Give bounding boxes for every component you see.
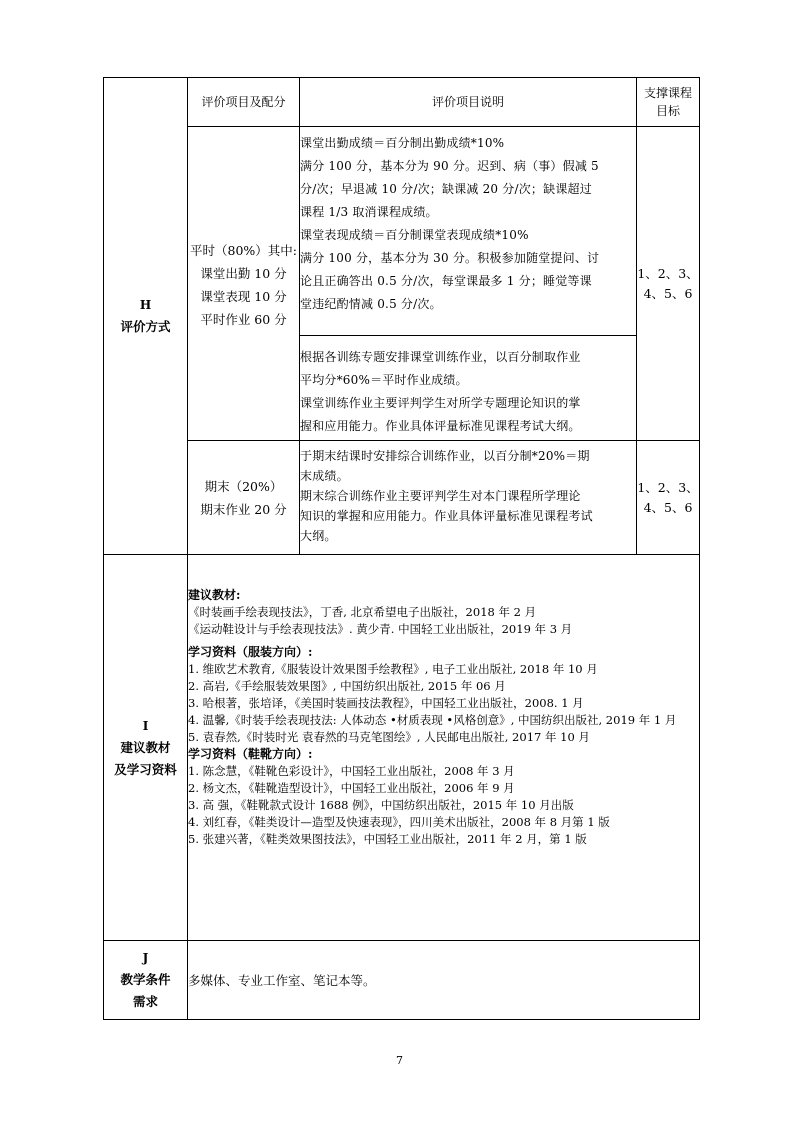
section-i-letter: I bbox=[142, 718, 149, 733]
attendance-text: 课堂出勤成绩＝百分制出勤成绩*10% bbox=[300, 136, 505, 150]
section-i-label-line2: 及学习资料 bbox=[114, 761, 177, 777]
section-j-label-cell bbox=[104, 941, 188, 1020]
regular-item-line: 课堂出勤 10 分 bbox=[200, 265, 287, 281]
final-text: 期末综合训练作业主要评判学生对本门课程所学理论 bbox=[300, 489, 581, 503]
final-goals-cell bbox=[637, 441, 700, 555]
final-goals-line2: 4、5、6 bbox=[643, 499, 693, 515]
clothing-material-item: 2. 高岩,《手绘服装效果图》, 中国纺织出版社, 2015 年 06 月 bbox=[188, 679, 506, 693]
clothing-material-item: 1. 维欧艺术教育,《服装设计效果图手绘教程》, 电子工业出版社, 2018 年 10 月 bbox=[188, 662, 598, 676]
section-j-label-line1: 教学条件 bbox=[120, 972, 171, 987]
table-header-row bbox=[104, 78, 700, 127]
final-description-cell bbox=[300, 441, 637, 555]
performance-text: 论且正确答出 0.5 分/次，每堂课最多 1 分；睡觉等课 bbox=[300, 274, 592, 288]
final-item-line: 期末作业 20 分 bbox=[200, 501, 287, 517]
homework-text: 握和应用能力。作业具体评量标准见课程考试大纲。 bbox=[300, 419, 581, 433]
homework-text: 课堂训练作业主要评判学生对所学专题理论知识的掌 bbox=[300, 396, 581, 410]
section-h-label: 评价方式 bbox=[120, 319, 171, 334]
section-j-row bbox=[104, 941, 700, 1020]
regular-assessment-row bbox=[104, 127, 700, 336]
section-i-row bbox=[104, 555, 700, 941]
attendance-text: 分/次；早退减 10 分/次；缺课减 20 分/次；缺课超过 bbox=[300, 182, 592, 196]
regular-description-cell bbox=[300, 127, 637, 336]
section-h-label-cell bbox=[104, 78, 188, 555]
shoes-material-item: 1. 陈念慧，《鞋靴色彩设计》，中国轻工业出版社，2008 年 3 月 bbox=[188, 764, 515, 778]
clothing-materials-heading: 学习资料（服装方向）: bbox=[188, 645, 313, 659]
clothing-material-item: 5. 袁春然,《时装时光 袁春然的马克笔图绘》, 人民邮电出版社, 2017 年 10 月 bbox=[188, 730, 590, 744]
attendance-text: 课程 1/3 取消课程成绩。 bbox=[300, 205, 438, 219]
section-j-letter: J bbox=[142, 951, 149, 965]
section-h-letter: H bbox=[139, 298, 152, 312]
regular-item-line: 课堂表现 10 分 bbox=[200, 288, 287, 304]
regular-item-line: 平时作业 60 分 bbox=[200, 311, 287, 327]
page-number: 7 bbox=[396, 1054, 403, 1067]
homework-description-cell bbox=[300, 336, 637, 441]
regular-goals-line2: 4、5、6 bbox=[643, 285, 693, 301]
performance-text: 满分 100 分，基本分为 30 分。积极参加随堂提问、讨 bbox=[300, 251, 600, 265]
clothing-material-item: 4. 温馨,《时装手绘表现技法: 人体动态 •材质表现 •风格创意》, 中国纺织出版社, 2019 年 1 月 bbox=[188, 713, 677, 727]
homework-text: 根据各训练专题安排课堂训练作业，以百分制取作业 bbox=[300, 350, 581, 364]
textbooks-heading: 建议教材: bbox=[188, 588, 241, 602]
section-i-label-line1: 建议教材 bbox=[120, 739, 171, 755]
section-i-label-cell bbox=[104, 555, 188, 941]
textbook-item: 《时装画手绘表现技法》，丁香, 北京希望电子出版社，2018 年 2 月 bbox=[188, 605, 537, 619]
regular-goals-line1: 1、2、3、 bbox=[637, 265, 699, 281]
shoes-materials-heading: 学习资料（鞋靴方向）: bbox=[188, 747, 313, 761]
final-item-line: 期末（20%） bbox=[204, 478, 283, 494]
final-assessment-row bbox=[104, 441, 700, 555]
section-j-content: 多媒体、专业工作室、笔记本等。 bbox=[188, 941, 700, 1020]
final-text: 于期末结课时安排综合训练作业，以百分制*20%＝期 bbox=[300, 449, 590, 463]
final-text: 知识的掌握和应用能力。作业具体评量标准见课程考试 bbox=[300, 509, 593, 523]
header-goal-column bbox=[637, 78, 700, 127]
shoes-material-item: 2. 杨文杰，《鞋靴造型设计》，中国轻工业出版社，2006 年 9 月 bbox=[188, 781, 515, 795]
attendance-text: 满分 100 分，基本分为 90 分。迟到、病（事）假减 5 bbox=[300, 159, 599, 173]
regular-item-cell bbox=[188, 127, 300, 441]
homework-text: 平均分*60%＝平时作业成绩。 bbox=[300, 373, 468, 387]
performance-text: 课堂表现成绩＝百分制课堂表现成绩*10% bbox=[300, 228, 529, 242]
section-j-label-line2: 需求 bbox=[132, 994, 158, 1009]
shoes-material-item: 4. 刘红春，《鞋类设计—造型及快速表现》，四川美术出版社，2008 年 8 月第 1 版 bbox=[188, 815, 610, 829]
header-description-column: 评价项目说明 bbox=[300, 78, 637, 127]
regular-item-line: 平时（80%）其中: bbox=[190, 242, 297, 258]
final-goals-line1: 1、2、3、 bbox=[637, 479, 699, 495]
textbook-item: 《运动鞋设计与手绘表现技法》. 黄少青. 中国轻工业出版社，2019 年 3 月 bbox=[188, 622, 573, 636]
header-item-column: 评价项目及配分 bbox=[188, 78, 300, 127]
final-text: 大纲。 bbox=[300, 529, 337, 543]
performance-text: 堂违纪酌情减 0.5 分/次。 bbox=[300, 297, 442, 311]
shoes-material-item: 3. 高 强，《鞋靴款式设计 1688 例》，中国纺织出版社，2015 年 10 月出版 bbox=[188, 798, 574, 812]
course-assessment-table bbox=[103, 77, 700, 1020]
clothing-material-item: 3. 哈根著，张培译，《美国时装画技法教程》，中国轻工业出版社，2008. 1 月 bbox=[188, 696, 584, 710]
section-i-materials-cell bbox=[188, 555, 700, 941]
final-text: 末成绩。 bbox=[300, 469, 349, 483]
final-item-cell bbox=[188, 441, 300, 555]
header-goal-line1: 支撑课程 bbox=[643, 86, 692, 100]
header-goal-line2: 目标 bbox=[655, 104, 680, 118]
regular-goals-cell bbox=[637, 127, 700, 441]
shoes-material-item: 5. 张建兴著，《鞋类效果图技法》，中国轻工业出版社，2011 年 2 月，第 1 版 bbox=[188, 832, 587, 846]
